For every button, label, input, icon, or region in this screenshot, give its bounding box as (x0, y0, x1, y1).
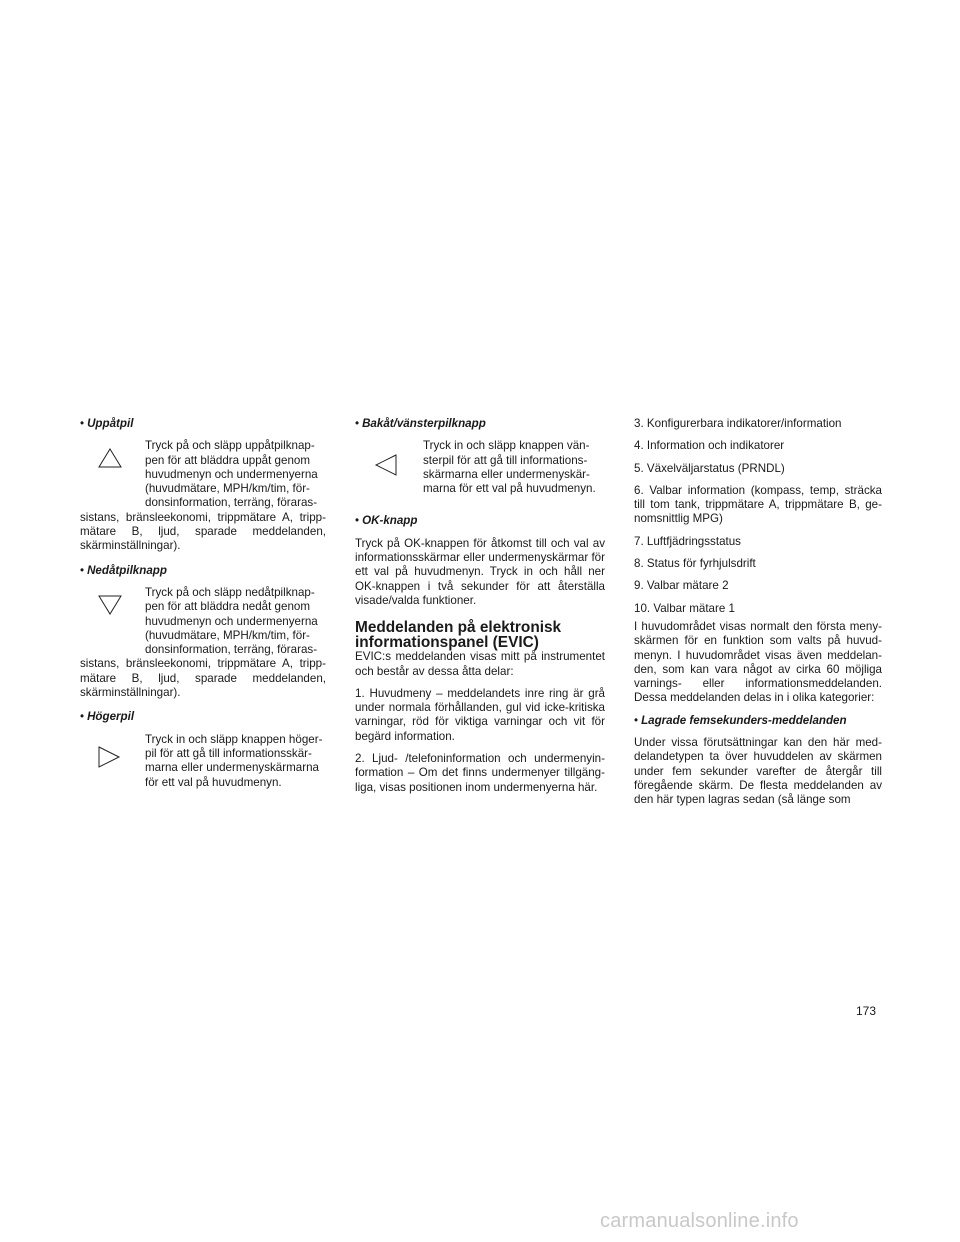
evic-intro: EVIC:s meddelanden visas mitt på instrumentet och består av dessa åtta delar: (355, 650, 605, 678)
evic-item-1: 1. Huvudmeny – meddelandets inre ring är grå under normala förhållanden, gul vid icke-kritiska varningar, röd för viktiga varningar och vit för begärd information. (355, 686, 605, 743)
watermark: carmanualsonline.info (600, 1210, 799, 1232)
right-arrow-icon (80, 737, 140, 783)
right-line-4: för ett val på huvudmenyn. (145, 775, 282, 789)
evic-item-10: 10. Valbar mätare 1 (634, 601, 735, 615)
down-arrow-description (80, 586, 326, 700)
up-line-1: Tryck på och släpp uppåtpilknap- (145, 439, 315, 453)
up-line-2: pen för att bläddra uppåt genom (145, 453, 311, 467)
back-line-3: skärmarna eller undermenyskär- (423, 467, 590, 481)
down-rest: sistans, bränsleekonomi, trippmätare A, trippmätare B, ljud, sparade meddelanden, skärminställningar). (80, 657, 326, 700)
column-3 (634, 417, 882, 816)
evic-item-4: 4. Information och indikatorer (634, 439, 785, 453)
bullet-heading-back: • Bakåt/vänsterpilknapp (355, 417, 486, 430)
up-arrow-description (80, 439, 326, 553)
bullet-heading-stored: • Lagrade femsekunders-meddelanden (634, 713, 847, 727)
stored-messages-paragraph: Under vissa förutsättningar kan den här meddelandetypen ta över huvuddelen av skärmen under fem sekunder varefter de återgår till föregående skärm. De flesta meddelanden av den här typen lagras sedan (så länge som (634, 736, 882, 807)
left-arrow-icon (355, 445, 415, 491)
back-line-2: sterpil för att gå till informations- (423, 453, 588, 467)
bullet-heading-ok: • OK-knapp (355, 514, 418, 528)
evic-item-3: 3. Konfigurerbara indikatorer/information (634, 417, 842, 430)
right-line-1: Tryck in och släpp knappen höger- (145, 732, 323, 746)
back-line-4: marna för ett val på huvudmenyn. (423, 482, 596, 496)
evic-item-9: 9. Valbar mätare 2 (634, 579, 729, 593)
down-line-4: (huvudmätare, MPH/km/tim, för- (145, 628, 310, 642)
down-line-3: huvudmenyn och undermenyerna (145, 614, 318, 628)
evic-item-5: 5. Växelväljarstatus (PRNDL) (634, 461, 785, 475)
up-line-4: (huvudmätare, MPH/km/tim, för- (145, 482, 310, 496)
right-arrow-description (80, 733, 326, 790)
column-2 (355, 417, 605, 803)
column-1 (80, 417, 326, 800)
ok-description: Tryck på OK-knappen för åtkomst till och val av informationsskärmar eller undermenyskärmar för ett val på huvudmenyn. Tryck in och håll ner OK-knappen i två sekunder för att återställa visade/valda funktioner. (355, 536, 605, 607)
evic-item-2: 2. Ljud- /telefoninformation och undermenyinformation – Om det finns undermenyer tillgängliga, visas positionen inom undermenyerna här. (355, 752, 605, 794)
right-line-3: marna eller undermenyskärmarna (145, 761, 319, 775)
left-arrow-description (355, 439, 605, 496)
up-line-3: huvudmenyn och undermenyerna (145, 467, 318, 481)
down-arrow-icon (80, 586, 140, 632)
page-number: 173 (856, 1004, 877, 1018)
right-line-2: pil för att gå till informationsskär- (145, 746, 312, 760)
bullet-heading-right: • Högerpil (80, 710, 135, 724)
evic-item-7: 7. Luftfjädringsstatus (634, 534, 741, 548)
bullet-heading-down: • Nedåtpilknapp (80, 563, 167, 577)
up-line-5: donsinformation, terräng, föraras- (145, 496, 318, 510)
down-line-5: donsinformation, terräng, föraras- (145, 643, 318, 657)
main-area-paragraph: I huvudområdet visas normalt den första menyskärmen för en funktion som valts på huvudmenyn. I huvudområdet visas även meddelanden, som kan vara något av cirka 60 möjliga varnings- eller informationsmeddelanden. Dessa meddelanden delas in i olika kategorier: (634, 619, 882, 705)
back-line-1: Tryck in och släpp knappen vän- (423, 439, 590, 453)
evic-item-8: 8. Status för fyrhjulsdrift (634, 557, 756, 571)
up-rest: sistans, bränsleekonomi, trippmätare A, trippmätare B, ljud, sparade meddelanden, skärminställningar). (80, 510, 326, 553)
up-arrow-icon (80, 439, 140, 485)
down-line-1: Tryck på och släpp nedåtpilknap- (145, 585, 315, 599)
section-title: Meddelanden på elektronisk informationspanel (EVIC) (355, 619, 562, 652)
down-line-2: pen för att bläddra nedåt genom (145, 600, 311, 614)
bullet-heading-up: • Uppåtpil (80, 417, 134, 430)
evic-item-6: 6. Valbar information (kompass, temp, sträcka till tom tank, trippmätare A, trippmätare B, genomsnittlig MPG) (634, 483, 882, 526)
